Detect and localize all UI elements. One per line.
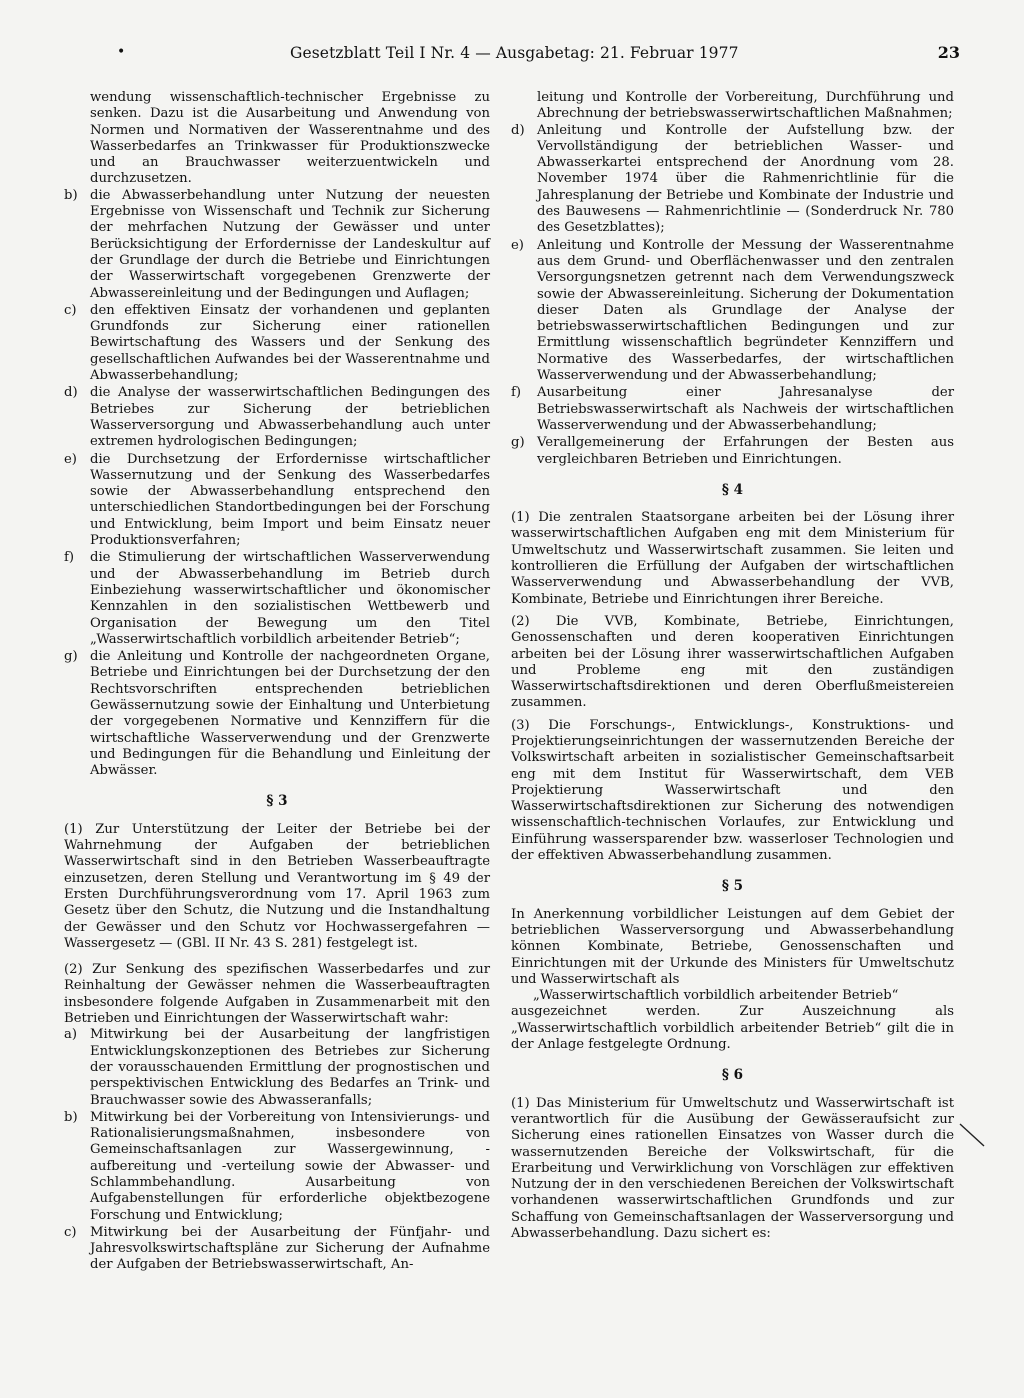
list-item-f: f) die Stimulierung der wirtschaftlichen Wasserverwendung und der Abwasserbehandlung im Betrieb durch Einbeziehung wasserwirtschaftlicher und ökonomischer Kennzahlen in den sozialistischen Wettbewerb und Organisation der Bewegung um den Titel „Wasserwirtschaftlich vorbildlich arbeitender Betrieb“; <box>64 550 490 647</box>
section-4-paragraph-3: (3) Die Forschungs-, Entwicklungs-, Konstruktions- und Projektierungseinrichtungen der wassernutzenden Bereiche der Volkswirtschaft arbeiten in sozialistischer Gemeinschaftsarbeit eng mit dem Institut für Wasserwirtschaft, dem VEB Projektierung Wasserwirtschaft und den Wasserwirtschaftsdirektionen zur Sicherung des notwendigen wissenschaftlich-technischen Vorlaufes, zur Entwicklung und Einführung wassersparender bzw. wasserloser Technologien und der effektiven Abwasserbehandlung zusammen. <box>511 717 954 864</box>
list-item-b: b) Mitwirkung bei der Vorbereitung von Intensivierungs- und Rationalisierungsmaßnahmen, insbesondere von Gemeinschaftsanlagen zur Wassergewinnung, -aufbereitung und -verteilung sowie der Abwasser- und Schlammbehandlung. Ausarbeitung von Aufgabenstellungen für erforderliche objektbezogene Forschung und Entwicklung; <box>64 1109 490 1223</box>
section-4-heading: § 4 <box>721 481 744 498</box>
page-header <box>60 44 960 70</box>
list-item-c: c) den effektiven Einsatz der vorhandenen und geplanten Grundfonds zur Sicherung einer rationellen Bewirtschaftung des Wassers und der Senkung des gesellschaftlichen Aufwandes bei der Wasserentnahme und Abwasserbehandlung; <box>64 302 490 384</box>
left-lead-paragraph: wendung wissenschaftlich-technischer Ergebnisse zu senken. Dazu ist die Ausarbeitung und Anwendung von Normen und Normativen der Wasserentnahme und des Wasserbedarfes an Trinkwasser für Produktionszwecke und an Brauchwasser weiterzuentwickeln und durchzusetzen. <box>90 90 490 187</box>
list-item-g: g) die Anleitung und Kontrolle der nachgeordneten Organe, Betriebe und Einrichtungen bei der Durchsetzung der den Rechtsvorschriften entsprechenden betrieblichen Gewässernutzung sowie der Einhaltung und Unterbietung der vorgegebenen Normative und Kennziffern für die wirtschaftliche Wasserverwendung und der Grenzwerte und Bedingungen für die Behandlung und Einleitung der Abwässer. <box>64 649 490 779</box>
section-4-paragraph-1: (1) Die zentralen Staatsorgane arbeiten bei der Lösung ihrer wasserwirtschaftlichen Aufgaben eng mit dem Ministerium für Umweltschutz und Wasserwirtschaft zusammen. Sie leiten und kontrollieren die Erfüllung der Aufgaben der wirtschaftlichen Wasserverwendung und Abwasserbehandlung der VVB, Kombinate, Betriebe und Einrichtungen ihrer Bereiche. <box>511 510 954 607</box>
section-3-heading: § 3 <box>266 793 288 810</box>
list-item-f: f) Ausarbeitung einer Jahresanalyse der Betriebswasserwirtschaft als Nachweis der wirtschaftlichen Wasserverwendung und der Abwasserbehandlung; <box>511 385 954 433</box>
page-number: 23 <box>937 43 960 62</box>
section-3-paragraph-1: (1) Zur Unterstützung der Leiter der Betriebe bei der Wahrnehmung der Aufgaben der betrieblichen Wasserwirtschaft sind in den Betrieben Wasserbeauftragte einzusetzen, deren Stellung und Verantwortung im § 49 der Ersten Durchführungsverordnung vom 17. April 1963 zum Gesetz über den Schutz, die Nutzung und die Instandhaltung der Gewässer und den Schutz vor Hochwassergefahren — Wassergesetz — (GBl. II Nr. 43 S. 281) festgelegt ist. <box>64 821 490 951</box>
section-5-paragraph-1: In Anerkennung vorbildlicher Leistungen auf dem Gebiet der betrieblichen Wasserversorgung und Abwasserbehandlung können Kombinate, Betriebe, Genossenschaften und Einrichtungen mit der Urkunde des Ministers für Umweltschutz und Wasserwirtschaft als <box>511 906 954 987</box>
award-title: „Wasserwirtschaftlich vorbildlich arbeitender Betrieb“ <box>533 988 899 1004</box>
header-title: Gesetzblatt Teil I Nr. 4 — Ausgabetag: 21. Februar 1977 <box>290 44 739 62</box>
section-3-paragraph-2: (2) Zur Senkung des spezifischen Wasserbedarfes und zur Reinhaltung der Gewässer nehmen die Wasserbeauftragten insbesondere folgende Aufgaben in Zusammenarbeit mit den Betrieben und Einrichtungen der Wasserwirtschaft wahr: <box>64 962 490 1027</box>
list-item-d: d) Anleitung und Kontrolle der Aufstellung bzw. der Vervollständigung der betrieblichen Wasser- und Abwasserkartei entsprechend der Anordnung vom 28. November 1974 über die Rahmenrichtlinie für die Jahresplanung der Betriebe und Kombinate der Industrie und des Bauwesens — Rahmenrichtlinie — (Sonderdruck Nr. 780 des Gesetzblattes); <box>511 122 954 236</box>
list-item-e: e) Anleitung und Kontrolle der Messung der Wasserentnahme aus dem Grund- und Oberflächenwasser und den zentralen Versorgungsnetzen getrennt nach dem Verwendungszweck sowie der Abwassereinleitung. Sicherung der Dokumentation dieser Daten als Grundlage der Analyse der betriebswasserwirtschaftlichen Bedingungen und zur Ermittlung wissenschaftlich begründeter Kennziffern und Normative des Wasserbedarfes, der wirtschaftlichen Wasserverwendung und der Abwasserbehandlung; <box>511 237 954 384</box>
list-item-g: g) Verallgemeinerung der Erfahrungen der Besten aus vergleichbaren Betrieben und Einrichtungen. <box>511 435 954 467</box>
list-item-d: d) die Analyse der wasserwirtschaftlichen Bedingungen des Betriebes zur Sicherung der betrieblichen Wasserversorgung und Abwasserbehandlung auch unter extremen hydrologischen Bedingungen; <box>64 385 490 450</box>
section-4-paragraph-2: (2) Die VVB, Kombinate, Betriebe, Einrichtungen, Genossenschaften und deren kooperativen Einrichtungen arbeiten bei der Lösung ihrer wasserwirtschaftlichen Aufgaben und Probleme eng mit den zuständigen Wasserwirtschaftsdirektionen und deren Oberflußmeistereien zusammen. <box>511 613 954 711</box>
list-item-e: e) die Durchsetzung der Erfordernisse wirtschaftlicher Wassernutzung und der Senkung des Wasserbedarfes sowie der Abwasserbehandlung entsprechend den unterschiedlichen Standortbedingungen bei der Forschung und Entwicklung, beim Import und beim Einsatz neuer Produktionsverfahren; <box>64 451 490 549</box>
list-item-a: a) Mitwirkung bei der Ausarbeitung der langfristigen Entwicklungskonzeptionen des Betriebes zur Sicherung der vorausschauenden Ermittlung der prognostischen und perspektivischen Entwicklung des Bedarfes an Trink- und Brauchwasser sowie des Abwasseranfalls; <box>64 1027 490 1108</box>
section-6-paragraph-1: (1) Das Ministerium für Umweltschutz und Wasserwirtschaft ist verantwortlich für die Ausübung der Gewässeraufsicht zur Sicherung eines rationellen Einsatzes von Wasser durch die wassernutzenden Bereiche der Volkswirtschaft, für die Erarbeitung und Verwirklichung von Vorschlägen zur effektiven Nutzung der in den verschiedenen Bereichen der Volkswirtschaft vorhandenen wasserwirtschaftlichen Grundfonds und zur Schaffung von Gemeinschaftsanlagen der Wasserversorgung und Abwasserbehandlung. Dazu sichert es: <box>511 1095 954 1241</box>
section-5-paragraph-2: ausgezeichnet werden. Zur Auszeichnung als „Wasserwirtschaftlich vorbildlich arbeitender Betrieb“ gilt die in der Anlage festgelegte Ordnung. <box>511 1004 954 1053</box>
section-5-heading: § 5 <box>721 878 744 895</box>
list-item-c: c) Mitwirkung bei der Ausarbeitung der Fünfjahr- und Jahresvolkswirtschaftspläne zur Sicherung der Aufnahme der Aufgaben der Betriebswasserwirtschaft, An- <box>64 1224 490 1273</box>
margin-dot: • <box>117 44 126 60</box>
section-6-heading: § 6 <box>721 1067 744 1084</box>
left-column <box>64 90 490 1275</box>
pen-mark <box>958 1122 988 1148</box>
right-column <box>511 90 954 1242</box>
list-item-b: b) die Abwasserbehandlung unter Nutzung der neuesten Ergebnisse von Wissenschaft und Technik zur Sicherung der mehrfachen Nutzung der Gewässer und unter Berücksichtigung der Erfordernisse der Landeskultur auf der Grundlage der durch die Betriebe und Einrichtungen der Wasserwirtschaft vorgegebenen Grenzwerte der Abwassereinleitung und der Bedingungen und Auflagen; <box>64 187 490 301</box>
right-lead-paragraph: leitung und Kontrolle der Vorbereitung, Durchführung und Abrechnung der betriebswasserwirtschaftlichen Maßnahmen; <box>537 90 954 122</box>
